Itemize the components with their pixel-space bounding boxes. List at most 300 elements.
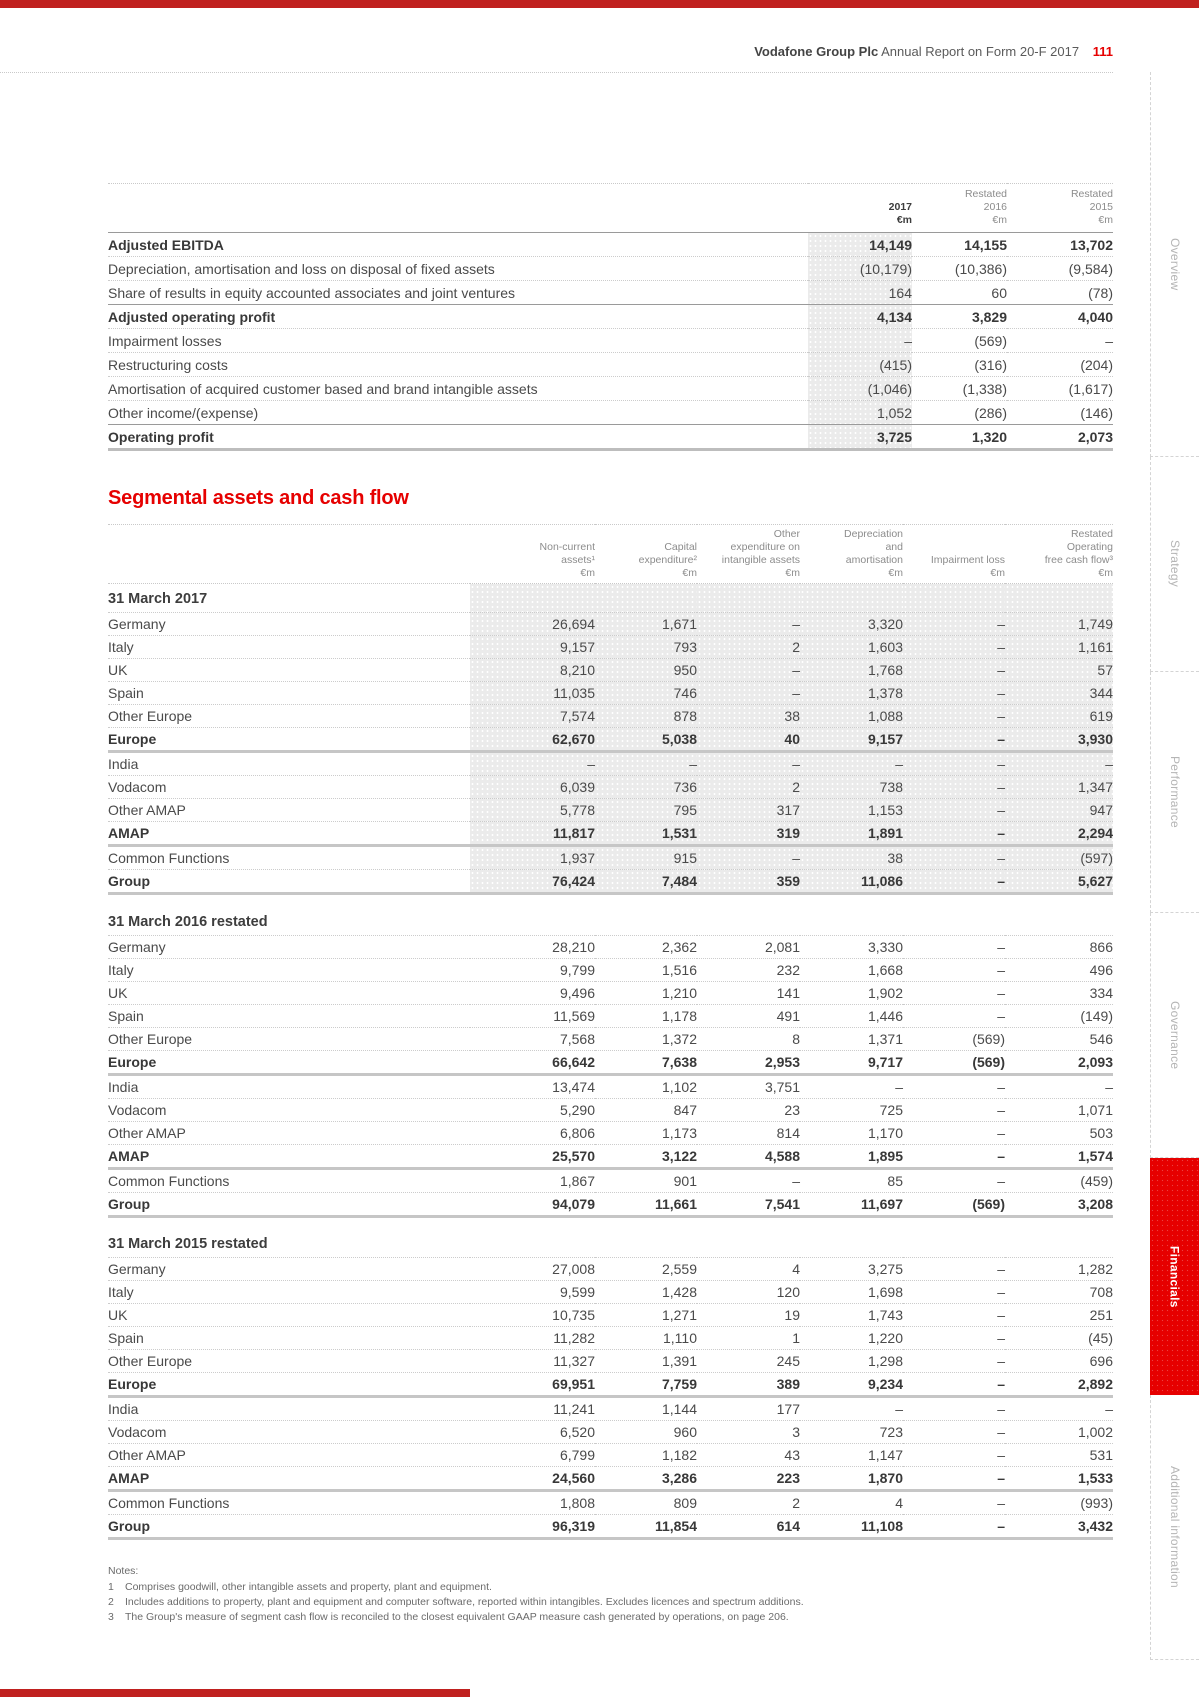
cell-value: 232 [697, 958, 800, 981]
note-number: 2 [108, 1596, 114, 1608]
row-label: Other AMAP [108, 799, 470, 822]
cell-value: – [903, 870, 1005, 894]
cell-value: 11,086 [800, 870, 903, 894]
cell-value: 9,496 [470, 981, 595, 1004]
cell-value: 40 [697, 728, 800, 752]
section-spacer [108, 894, 1113, 907]
table-row [108, 401, 1113, 425]
cell-value: 7,568 [470, 1027, 595, 1050]
section-title-cell [903, 1229, 1005, 1258]
cell-value: 1,574 [1005, 1144, 1113, 1168]
cell-value: – [808, 329, 912, 353]
cell-value: 9,157 [800, 728, 903, 752]
table-row [108, 728, 1113, 752]
row-label: Amortisation of acquired customer based and brand intangible assets [108, 377, 808, 401]
spacer-cell [595, 894, 697, 907]
cell-value: 1,391 [595, 1350, 697, 1373]
cell-value: 7,541 [697, 1192, 800, 1216]
cell-value: 1,347 [1005, 776, 1113, 799]
cell-value: 11,035 [470, 682, 595, 705]
sidebar-tab-financials[interactable] [1150, 1158, 1199, 1395]
table-row [108, 1074, 1113, 1098]
cell-value: 2 [697, 776, 800, 799]
cell-value: 14,149 [808, 233, 912, 257]
section-title-cell [1005, 907, 1113, 936]
row-label: Share of results in equity accounted associates and joint ventures [108, 281, 808, 305]
section-title-cell [800, 584, 903, 613]
cell-value: 1,271 [595, 1304, 697, 1327]
row-label: India [108, 1074, 470, 1098]
cell-value: (1,617) [1007, 377, 1113, 401]
cell-value: 9,157 [470, 636, 595, 659]
column-header: Restated Operating free cash flow³ €m [1005, 525, 1113, 584]
cell-value: – [903, 705, 1005, 728]
spacer-cell [108, 1216, 470, 1229]
row-label: Impairment losses [108, 329, 808, 353]
cell-value: 11,661 [595, 1192, 697, 1216]
cell-value: 3,208 [1005, 1192, 1113, 1216]
column-header: Depreciation and amortisation €m [800, 525, 903, 584]
cell-value: 3,432 [1005, 1515, 1113, 1539]
notes-list [108, 1580, 1113, 1625]
cell-value: 1,749 [1005, 613, 1113, 636]
cell-value: 25,570 [470, 1144, 595, 1168]
cell-value: 723 [800, 1421, 903, 1444]
table-row [108, 257, 1113, 281]
cell-value: – [903, 1515, 1005, 1539]
section-title-cell [903, 907, 1005, 936]
cell-value: 5,290 [470, 1098, 595, 1121]
cell-value: – [697, 659, 800, 682]
table-row [108, 1050, 1113, 1074]
cell-value: 2,093 [1005, 1050, 1113, 1074]
cell-value: 546 [1005, 1027, 1113, 1050]
cell-value: 27,008 [470, 1258, 595, 1281]
cell-value: 1,668 [800, 958, 903, 981]
cell-value: – [697, 682, 800, 705]
cell-value: (569) [912, 329, 1007, 353]
sidebar-tab-additional-information[interactable] [1150, 1395, 1199, 1660]
sidebar-tab-label: Overview [1168, 237, 1182, 291]
column-header-spacer [108, 184, 808, 233]
cell-value: 3 [697, 1421, 800, 1444]
cell-value: (10,179) [808, 257, 912, 281]
cell-value: 66,642 [470, 1050, 595, 1074]
cell-value: 3,275 [800, 1258, 903, 1281]
row-label: Depreciation, amortisation and loss on disposal of fixed assets [108, 257, 808, 281]
cell-value: – [903, 1004, 1005, 1027]
table-row [108, 659, 1113, 682]
cell-value: – [903, 659, 1005, 682]
cell-value: – [903, 1098, 1005, 1121]
report-title: Annual Report on Form 20-F 2017 [881, 44, 1080, 59]
spacer-cell [903, 894, 1005, 907]
spacer-cell [108, 894, 470, 907]
cell-value: 9,717 [800, 1050, 903, 1074]
table-row [108, 1350, 1113, 1373]
note-text: Comprises goodwill, other intangible assets and property, plant and equipment. [125, 1581, 492, 1593]
cell-value: – [697, 613, 800, 636]
cell-value: – [903, 1304, 1005, 1327]
row-label: Adjusted EBITDA [108, 237, 224, 253]
cell-value: 3,725 [808, 425, 912, 450]
cell-value: – [697, 1168, 800, 1192]
cell-value: 8,210 [470, 659, 595, 682]
cell-value: – [903, 1421, 1005, 1444]
sidebar-tab-overview[interactable] [1150, 72, 1199, 457]
cell-value: 1,867 [470, 1168, 595, 1192]
cell-value: 1,533 [1005, 1467, 1113, 1491]
note-item [108, 1595, 1113, 1610]
column-header: Other expenditure on intangible assets €m [697, 525, 800, 584]
column-header-row [108, 525, 1113, 584]
cell-value: 164 [808, 281, 912, 305]
spacer-cell [697, 894, 800, 907]
row-label: AMAP [108, 822, 470, 846]
cell-value: 2,362 [595, 935, 697, 958]
cell-value: 1,671 [595, 613, 697, 636]
cell-value: 746 [595, 682, 697, 705]
cell-value: 1,147 [800, 1444, 903, 1467]
table-row [108, 1027, 1113, 1050]
cell-value: 120 [697, 1281, 800, 1304]
cell-value: 503 [1005, 1121, 1113, 1144]
table-row [108, 1121, 1113, 1144]
page-number: 111 [1092, 44, 1113, 59]
cell-value: 793 [595, 636, 697, 659]
spacer-cell [1005, 1216, 1113, 1229]
column-header-spacer [108, 525, 470, 584]
cell-value: 1,161 [1005, 636, 1113, 659]
cell-value: 4,134 [808, 305, 912, 329]
cell-value: 866 [1005, 935, 1113, 958]
table-row [108, 958, 1113, 981]
cell-value: 496 [1005, 958, 1113, 981]
cell-value: 814 [697, 1121, 800, 1144]
cell-value: (993) [1005, 1491, 1113, 1515]
cell-value: – [1005, 752, 1113, 776]
spacer-cell [1005, 894, 1113, 907]
cell-value: 9,599 [470, 1281, 595, 1304]
cell-value: 69,951 [470, 1373, 595, 1397]
table-row [108, 1192, 1113, 1216]
cell-value: – [903, 1397, 1005, 1421]
spacer-cell [595, 1216, 697, 1229]
row-label: UK [108, 1304, 470, 1327]
cell-value: 11,569 [470, 1004, 595, 1027]
segment-section-title: 31 March 2017 [108, 591, 208, 607]
cell-value: – [903, 613, 1005, 636]
cell-value: 141 [697, 981, 800, 1004]
cell-value: (204) [1007, 353, 1113, 377]
cell-value: 344 [1005, 682, 1113, 705]
cell-value: 9,234 [800, 1373, 903, 1397]
notes-heading: Notes: [108, 1565, 139, 1577]
cell-value: 738 [800, 776, 903, 799]
cell-value: 85 [800, 1168, 903, 1192]
row-label: Restructuring costs [108, 353, 808, 377]
segment-table [108, 524, 1113, 1540]
row-label: Germany [108, 613, 470, 636]
cell-value: 2,892 [1005, 1373, 1113, 1397]
cell-value: 11,854 [595, 1515, 697, 1539]
sidebar-tab-governance[interactable] [1150, 913, 1199, 1158]
table-row [108, 1491, 1113, 1515]
cell-value: 3,122 [595, 1144, 697, 1168]
cell-value: (597) [1005, 846, 1113, 870]
cell-value: – [800, 1074, 903, 1098]
cell-value: – [903, 1373, 1005, 1397]
row-label: Common Functions [108, 846, 470, 870]
table-row [108, 846, 1113, 870]
cell-value: 4 [800, 1491, 903, 1515]
cell-value: 1,071 [1005, 1098, 1113, 1121]
row-label: Europe [108, 1050, 470, 1074]
cell-value: – [800, 1397, 903, 1421]
section-title-cell [470, 1229, 595, 1258]
table-row [108, 1281, 1113, 1304]
cell-value: 1 [697, 1327, 800, 1350]
cell-value: – [1005, 1397, 1113, 1421]
cell-value: 359 [697, 870, 800, 894]
cell-value: 5,778 [470, 799, 595, 822]
cell-value: 1,372 [595, 1027, 697, 1050]
table-row [108, 1373, 1113, 1397]
cell-value: – [800, 752, 903, 776]
cell-value: – [903, 1491, 1005, 1515]
row-label: AMAP [108, 1467, 470, 1491]
sidebar-tab-label: Performance [1168, 756, 1182, 828]
segment-section-title-row [108, 907, 1113, 936]
cell-value: 1,428 [595, 1281, 697, 1304]
cell-value: 2 [697, 1491, 800, 1515]
cell-value: (146) [1007, 401, 1113, 425]
cell-value: – [903, 1121, 1005, 1144]
segment-section-title-row [108, 584, 1113, 613]
cell-value: 1,371 [800, 1027, 903, 1050]
page-content [108, 183, 1113, 1625]
cell-value: 960 [595, 1421, 697, 1444]
spacer-cell [800, 1216, 903, 1229]
section-title-cell [697, 584, 800, 613]
cell-value: – [903, 636, 1005, 659]
row-label: Other AMAP [108, 1444, 470, 1467]
cell-value: 14,155 [964, 237, 1007, 253]
cell-value: (78) [1007, 281, 1113, 305]
cell-value: – [903, 1258, 1005, 1281]
segment-section-title: 31 March 2016 restated [108, 913, 268, 930]
cell-value: (569) [903, 1050, 1005, 1074]
sidebar-tab-label: Strategy [1168, 540, 1182, 588]
table-row [108, 822, 1113, 846]
row-label: Other Europe [108, 705, 470, 728]
cell-value: 1,902 [800, 981, 903, 1004]
section-title-cell [1005, 1229, 1113, 1258]
table-row [108, 1004, 1113, 1027]
cell-value: – [903, 1444, 1005, 1467]
cell-value: – [470, 752, 595, 776]
cell-value: 1,743 [800, 1304, 903, 1327]
row-label: Adjusted operating profit [108, 305, 808, 329]
cell-value: 11,817 [470, 822, 595, 846]
cell-value: 491 [697, 1004, 800, 1027]
table-row [108, 1168, 1113, 1192]
table-row [108, 1444, 1113, 1467]
cell-value: – [697, 846, 800, 870]
table-row [108, 799, 1113, 822]
cell-value: – [1005, 1074, 1113, 1098]
cell-value: 223 [697, 1467, 800, 1491]
cell-value: (415) [808, 353, 912, 377]
cell-value: 3,330 [800, 935, 903, 958]
cell-value: – [903, 822, 1005, 846]
section-title-cell [697, 1229, 800, 1258]
cell-value: 26,694 [470, 613, 595, 636]
row-label: India [108, 1397, 470, 1421]
cell-value: 38 [697, 705, 800, 728]
row-label: Vodacom [108, 776, 470, 799]
cell-value: 1,282 [1005, 1258, 1113, 1281]
row-label: Italy [108, 636, 470, 659]
cell-value: – [903, 1327, 1005, 1350]
cell-value: 736 [595, 776, 697, 799]
cell-value: 5,038 [595, 728, 697, 752]
cell-value: (569) [903, 1027, 1005, 1050]
cell-value: (459) [1005, 1168, 1113, 1192]
cell-value: 317 [697, 799, 800, 822]
cell-value: – [903, 728, 1005, 752]
row-label: Group [108, 1515, 470, 1539]
cell-value: 3,829 [912, 305, 1007, 329]
cell-value: (149) [1005, 1004, 1113, 1027]
table-row [108, 613, 1113, 636]
cell-value: – [903, 1168, 1005, 1192]
table-row [108, 935, 1113, 958]
cell-value: 1,182 [595, 1444, 697, 1467]
table-row [108, 329, 1113, 353]
sidebar-tab-performance[interactable] [1150, 672, 1199, 913]
cell-value: 614 [697, 1515, 800, 1539]
cell-value: – [903, 1467, 1005, 1491]
cell-value: (569) [903, 1192, 1005, 1216]
cell-value: 1,144 [595, 1397, 697, 1421]
column-header: Restated 2016 €m [912, 184, 1007, 233]
cell-value: (316) [912, 353, 1007, 377]
cell-value: 62,670 [470, 728, 595, 752]
spacer-cell [800, 894, 903, 907]
cell-value: 19 [697, 1304, 800, 1327]
cell-value: 11,697 [800, 1192, 903, 1216]
cell-value: 2,081 [697, 935, 800, 958]
table-row [108, 870, 1113, 894]
column-header: Impairment loss €m [903, 525, 1005, 584]
cell-value: 24,560 [470, 1467, 595, 1491]
segment-section-title: 31 March 2015 restated [108, 1236, 268, 1252]
row-label: Common Functions [108, 1491, 470, 1515]
cell-value: 11,108 [800, 1515, 903, 1539]
report-header [0, 44, 1113, 59]
top-red-bar [0, 0, 1199, 8]
cell-value: (286) [912, 401, 1007, 425]
notes [108, 1564, 1113, 1625]
note-number: 1 [108, 1581, 114, 1593]
header-rule [0, 72, 1113, 73]
table-row [108, 1304, 1113, 1327]
cell-value: 38 [800, 846, 903, 870]
sidebar-tab-strategy[interactable] [1150, 457, 1199, 672]
cell-value: 8 [697, 1027, 800, 1050]
row-label: Vodacom [108, 1421, 470, 1444]
spacer-cell [470, 894, 595, 907]
row-label: Spain [108, 1327, 470, 1350]
table-row [108, 1467, 1113, 1491]
cell-value: 7,638 [595, 1050, 697, 1074]
row-label: Operating profit [108, 425, 808, 450]
cell-value: 3,320 [800, 613, 903, 636]
cell-value: 57 [1005, 659, 1113, 682]
table-row [108, 682, 1113, 705]
spacer-cell [470, 1216, 595, 1229]
table-row [108, 281, 1113, 305]
column-header: Restated 2015 €m [1007, 184, 1113, 233]
cell-value: 10,735 [470, 1304, 595, 1327]
section-title-cell [470, 907, 595, 936]
table-row [108, 353, 1113, 377]
cell-value: – [697, 752, 800, 776]
cell-value: 9,799 [470, 958, 595, 981]
cell-value: 23 [697, 1098, 800, 1121]
cell-value: (1,046) [808, 377, 912, 401]
cell-value: 334 [1005, 981, 1113, 1004]
ebitda-table [108, 183, 1113, 451]
note-item [108, 1580, 1113, 1595]
row-label: Group [108, 1192, 470, 1216]
cell-value: 96,319 [470, 1515, 595, 1539]
cell-value: 6,039 [470, 776, 595, 799]
cell-value: (10,386) [912, 257, 1007, 281]
cell-value: 7,574 [470, 705, 595, 728]
row-label: Vodacom [108, 1098, 470, 1121]
cell-value: 2,559 [595, 1258, 697, 1281]
row-label: Common Functions [108, 1168, 470, 1192]
row-label: Other Europe [108, 1027, 470, 1050]
cell-value: 3,930 [1005, 728, 1113, 752]
section-title-cell [595, 907, 697, 936]
cell-value: 251 [1005, 1304, 1113, 1327]
cell-value: 3,286 [595, 1467, 697, 1491]
cell-value: (9,584) [1007, 257, 1113, 281]
section-heading: Segmental assets and cash flow [108, 487, 409, 509]
cell-value: 43 [697, 1444, 800, 1467]
cell-value: – [903, 752, 1005, 776]
cell-value: 1,173 [595, 1121, 697, 1144]
row-label: Italy [108, 958, 470, 981]
spacer-cell [697, 1216, 800, 1229]
cell-value: 319 [697, 822, 800, 846]
table-row [108, 776, 1113, 799]
cell-value: 2 [697, 636, 800, 659]
cell-value: 847 [595, 1098, 697, 1121]
column-header: Capital expenditure² €m [595, 525, 697, 584]
cell-value: 915 [595, 846, 697, 870]
cell-value: 1,102 [595, 1074, 697, 1098]
section-title-cell [903, 584, 1005, 613]
cell-value: – [903, 935, 1005, 958]
sidebar-tab-label: Governance [1168, 1000, 1182, 1070]
note-text: The Group's measure of segment cash flow is reconciled to the closest equivalent GAAP measure cash generated by operations, on page 206. [125, 1611, 789, 1623]
cell-value: 7,484 [595, 870, 697, 894]
table-row [108, 1327, 1113, 1350]
